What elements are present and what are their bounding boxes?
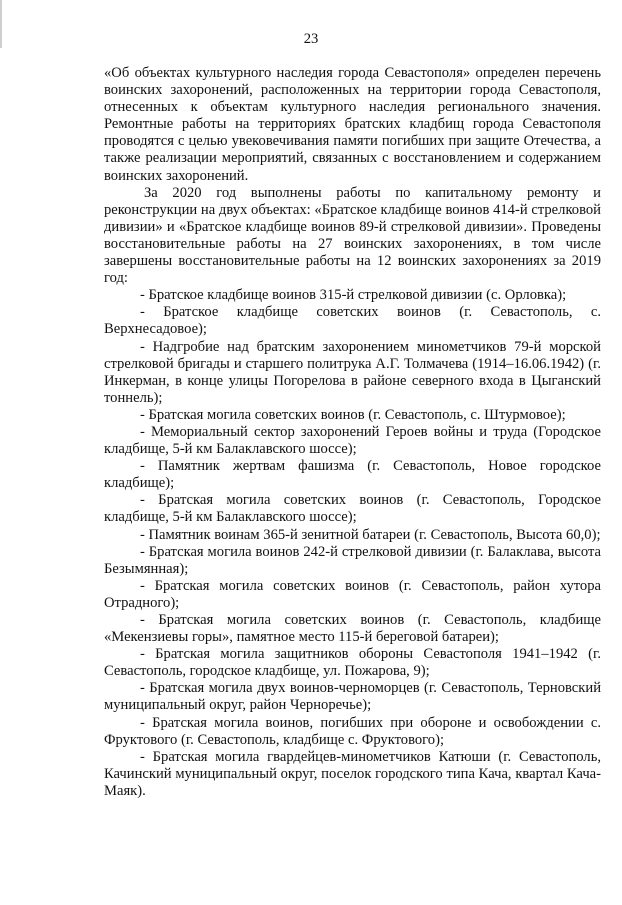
list-item: - Братская могила воинов 242-й стрелковой дивизии (г. Балаклава, высота Безымянная); [104, 543, 601, 577]
list-item: - Надгробие над братским захоронением минометчиков 79-й морской стрелковой бригады и старшего политрука А.Г. Толмачева (1914–16.06.1942) (г. Инкерман, в конце улицы Погорелова в районе северного входа в Цыганский тоннель); [104, 338, 601, 406]
paragraph-works-2020: За 2020 год выполнены работы по капитальному ремонту и реконструкции на двух объектах: «Братское кладбище воинов 414-й стрелковой дивизии» и «Братское кладбище воинов 89-й стрелковой дивизии». Проведены восстановительные работы на 27 воинских захоронениях, в том числе завершены восстановительные работы на 12 воинских захоронениях за 2019 год: [104, 184, 601, 287]
list-item: - Памятник жертвам фашизма (г. Севастополь, Новое городское кладбище); [104, 458, 601, 492]
list-item: - Братское кладбище воинов 315-й стрелковой дивизии (с. Орловка); [140, 287, 567, 304]
list-item: - Братская могила двух воинов-черноморцев (г. Севастополь, Терновский муниципальный округ, район Черноречье); [104, 680, 601, 714]
list-item: - Братское кладбище советских воинов (г. Севастополь, с. Верхнесадовое); [104, 304, 601, 338]
list-item: - Мемориальный сектор захоронений Героев войны и труда (Городское кладбище, 5-й км Балаклавского шоссе); [104, 423, 601, 458]
list-item: - Братская могила советских воинов (г. Севастополь, с. Штурмовое); [140, 406, 566, 423]
document-body [104, 65, 601, 800]
list-item: - Братская могила гвардейцев-минометчиков Катюши (г. Севастополь, Качинский муниципальный округ, поселок городского типа Кача, квартал Кача-Маяк). [104, 748, 601, 799]
paragraph-intro: «Об объектах культурного наследия города Севастополя» определен перечень воинских захоронений, расположенных на территории города Севастополя, отнесенных к объектам культурного наследия регионального значения. Ремонтные работы на территориях братских кладбищ города Севастополя проводятся с целью увековечивания памяти погибших при защите Отечества, а также реализации мероприятий, связанных с восстановлением и содержанием воинских захоронений. [104, 65, 601, 184]
list-item: - Братская могила советских воинов (г. Севастополь, Городское кладбище, 5-й км Балаклавского шоссе); [104, 492, 601, 526]
list-item: - Братская могила защитников обороны Севастополя 1941–1942 (г. Севастополь, городское кладбище, ул. Пожарова, 9); [104, 646, 601, 680]
page-number: 23 [303, 31, 319, 47]
list-item: - Братская могила воинов, погибших при обороне и освобождении с. Фруктового (г. Севастополь, кладбище с. Фруктового); [104, 714, 601, 748]
list-item: - Братская могила советских воинов (г. Севастополь, район хутора Отрадного); [104, 577, 601, 611]
list-item: - Памятник воинам 365-й зенитной батареи (г. Севастополь, Высота 60,0); [140, 526, 601, 543]
memorial-list [104, 287, 601, 800]
list-item: - Братская могила советских воинов (г. Севастополь, кладбище «Мекензиевы горы», памятное место 115-й береговой батареи); [104, 612, 601, 646]
